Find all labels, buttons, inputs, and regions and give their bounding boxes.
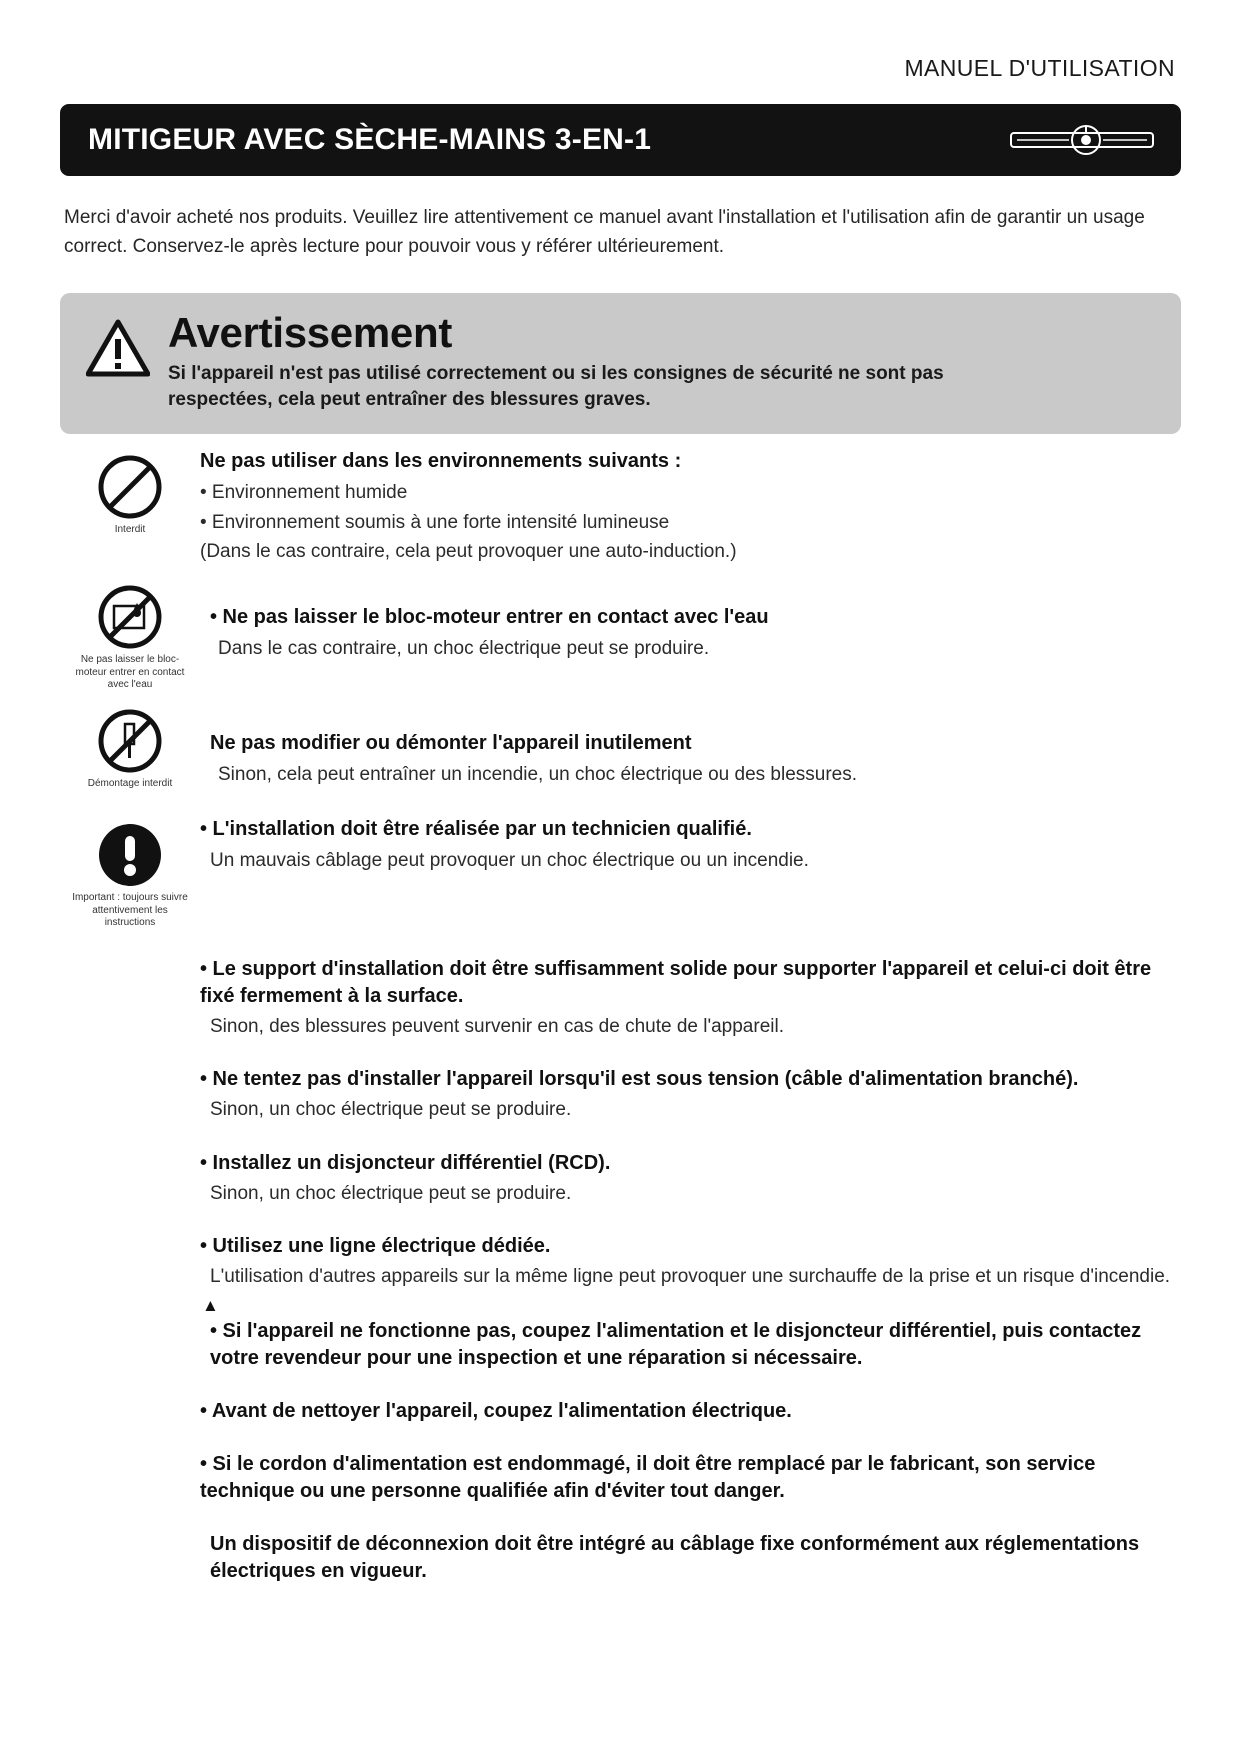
prohibition-circle-icon [60,454,200,520]
no-water-on-motor-icon [60,584,200,650]
block-mounting-support [200,956,1175,1041]
block-heading: Un dispositif de déconnexion doit être intégré au câblage fixe conformément aux réglementations électriques en vigueur. [210,1532,1140,1582]
section-body [200,816,1181,877]
section-body [200,702,1181,791]
section-line: Sinon, cela peut entraîner un incendie, un choc électrique ou des blessures. [218,763,858,785]
section-line: (Dans le cas contraire, cela peut provoquer une auto-induction.) [200,541,737,563]
block-malfunction [200,1318,1175,1372]
block-power-off-install [200,1066,1175,1124]
block-damaged-cord [200,1451,1175,1505]
icon-column [60,702,200,791]
warning-subtitle: Si l'appareil n'est pas utilisé correctement ou si les consignes de sécurité ne sont pas respectées, cela peut entraîner des blessures graves. [168,363,944,410]
block-cleaning [200,1398,1175,1425]
section-line: • Environnement humide [200,482,408,504]
block-body: Sinon, des blessures peuvent survenir en cas de chute de l'appareil. [210,1015,784,1037]
icon-caption: Important : toujours suivre attentivement les instructions [72,892,188,929]
section-no-water-on-motor [60,578,1181,692]
warning-triangle-icon [86,311,150,382]
block-heading: • Si le cordon d'alimentation est endommagé, il doit être remplacé par le fabricant, son service technique ou une personne qualifiée afin d'éviter tout danger. [200,1452,1096,1502]
important-exclamation-icon [60,822,200,888]
icon-caption: Démontage interdit [87,777,173,789]
block-body: Sinon, un choc électrique peut se produire. [210,1182,572,1204]
block-dedicated-line [200,1233,1175,1314]
warning-banner [60,293,1181,434]
block-heading: • Si l'appareil ne fonctionne pas, coupez l'alimentation et le disjoncteur différentiel, puis contactez votre revendeur pour une inspection et une réparation si nécessaire. [210,1319,1142,1369]
lower-content [200,956,1181,1585]
section-heading: • Ne pas laisser le bloc-moteur entrer en contact avec l'eau [210,606,769,629]
block-heading: • Avant de nettoyer l'appareil, coupez l'alimentation électrique. [200,1399,792,1422]
triangle-mark: ▲ [202,1295,219,1315]
block-disconnect-device [200,1531,1175,1585]
block-body: Sinon, un choc électrique peut se produire. [210,1099,572,1121]
page-title: MITIGEUR AVEC SÈCHE-MAINS 3-EN-1 [88,123,652,156]
section-heading: Ne pas modifier ou démonter l'appareil inutilement [210,731,692,754]
block-heading: • Utilisez une ligne électrique dédiée. [200,1235,551,1258]
section-heading: • L'installation doit être réalisée par un technicien qualifié. [200,818,752,841]
icon-column [60,816,200,930]
faucet-hand-dryer-icon [1007,119,1157,161]
block-heading: • Ne tentez pas d'installer l'appareil lorsqu'il est sous tension (câble d'alimentation branché). [200,1068,1079,1091]
section-no-disassembly [60,702,1181,791]
section-heading: Ne pas utiliser dans les environnements suivants : [200,450,682,473]
section-line: Un mauvais câblage peut provoquer un choc électrique ou un incendie. [210,850,809,872]
icon-column [60,578,200,692]
icon-caption: Ne pas laisser le bloc-moteur entrer en contact avec l'eau [75,654,185,691]
icon-column [60,448,200,537]
section-line: • Environnement soumis à une forte intensité lumineuse [200,511,670,533]
section-prohibited-environments [60,448,1181,568]
no-disassembly-icon [60,708,200,774]
block-heading: • Le support d'installation doit être suffisamment solide pour supporter l'appareil et celui-ci doit être fixé fermement à la surface. [200,957,1152,1007]
manual-label: MANUEL D'UTILISATION [904,55,1175,81]
block-body: L'utilisation d'autres appareils sur la même ligne peut provoquer une surchauffe de la prise et un risque d'incendie. [210,1266,1171,1288]
section-qualified-installer [60,816,1181,930]
icon-caption: Interdit [114,524,146,536]
section-line: Dans le cas contraire, un choc électrique peut se produire. [218,638,710,660]
intro-paragraph: Merci d'avoir acheté nos produits. Veuillez lire attentivement ce manuel avant l'installation et l'utilisation afin de garantir un usage correct. Conservez-le après lecture pour pouvoir vous y référer ultérieurement. [64,207,1145,257]
block-heading: • Installez un disjoncteur différentiel (RCD). [200,1151,611,1174]
section-body [200,448,1181,568]
block-rcd [200,1150,1175,1208]
section-body [200,578,1181,665]
title-bar [60,104,1181,176]
warning-title: Avertissement [168,309,453,356]
